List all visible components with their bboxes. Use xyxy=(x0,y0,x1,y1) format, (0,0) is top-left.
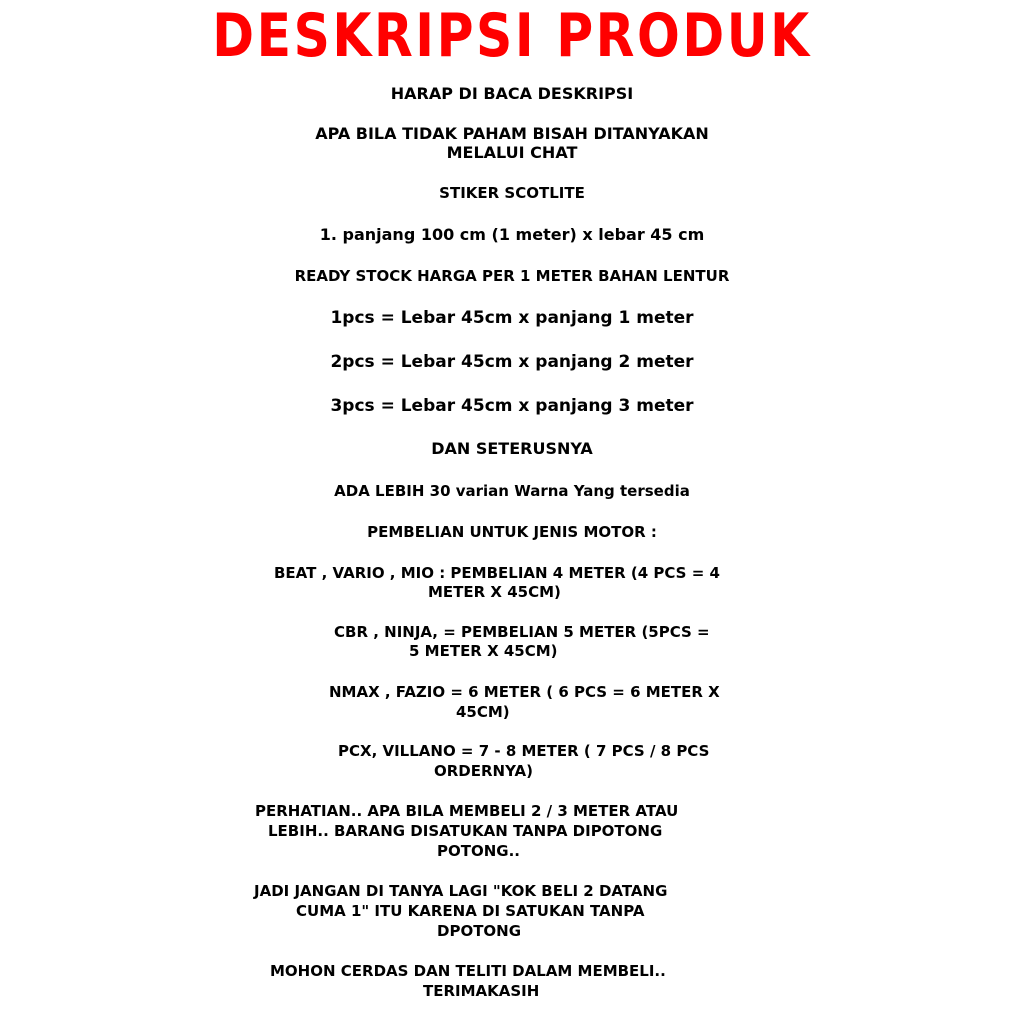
description-line: JADI JANGAN DI TANYA LAGI "KOK BELI 2 DATANG xyxy=(254,882,668,900)
description-line: CBR , NINJA, = PEMBELIAN 5 METER (5PCS = xyxy=(334,623,710,641)
description-line: MELALUI CHAT xyxy=(446,143,578,162)
description-line: READY STOCK HARGA PER 1 METER BAHAN LENTUR xyxy=(294,267,730,285)
description-line: CUMA 1" ITU KARENA DI SATUKAN TANPA xyxy=(296,902,645,920)
description-line: HARAP DI BACA DESKRIPSI xyxy=(390,84,634,103)
description-line: ADA LEBIH 30 varian Warna Yang tersedia xyxy=(334,482,690,500)
description-line: 45CM) xyxy=(456,703,510,721)
description-line: MOHON CERDAS DAN TELITI DALAM MEMBELI.. xyxy=(270,962,666,980)
description-line: 5 METER X 45CM) xyxy=(409,642,558,660)
description-line: NMAX , FAZIO = 6 METER ( 6 PCS = 6 METER X xyxy=(329,683,720,701)
description-line: METER X 45CM) xyxy=(428,583,561,601)
description-line: PEMBELIAN UNTUK JENIS MOTOR : xyxy=(367,523,657,541)
product-description-title: DESKRIPSI PRODUK xyxy=(212,1,812,71)
description-line: POTONG.. xyxy=(437,842,520,860)
description-line: TERIMAKASIH xyxy=(423,982,540,1000)
description-line: STIKER SCOTLITE xyxy=(439,184,585,202)
description-line: LEBIH.. BARANG DISATUKAN TANPA DIPOTONG xyxy=(268,822,663,840)
description-line: 1. panjang 100 cm (1 meter) x lebar 45 cm xyxy=(319,225,705,244)
description-line: BEAT , VARIO , MIO : PEMBELIAN 4 METER (4 PCS = 4 xyxy=(274,564,720,582)
description-line: PCX, VILLANO = 7 - 8 METER ( 7 PCS / 8 PCS xyxy=(338,742,710,760)
description-line: DPOTONG xyxy=(437,922,522,940)
description-line: APA BILA TIDAK PAHAM BISAH DITANYAKAN xyxy=(315,124,709,143)
description-line: 1pcs = Lebar 45cm x panjang 1 meter xyxy=(330,308,694,328)
description-line: DAN SETERUSNYA xyxy=(431,439,593,458)
description-line: PERHATIAN.. APA BILA MEMBELI 2 / 3 METER ATAU xyxy=(255,802,679,820)
description-line: 3pcs = Lebar 45cm x panjang 3 meter xyxy=(330,396,694,416)
description-line: ORDERNYA) xyxy=(434,762,533,780)
description-line: 2pcs = Lebar 45cm x panjang 2 meter xyxy=(330,352,694,372)
